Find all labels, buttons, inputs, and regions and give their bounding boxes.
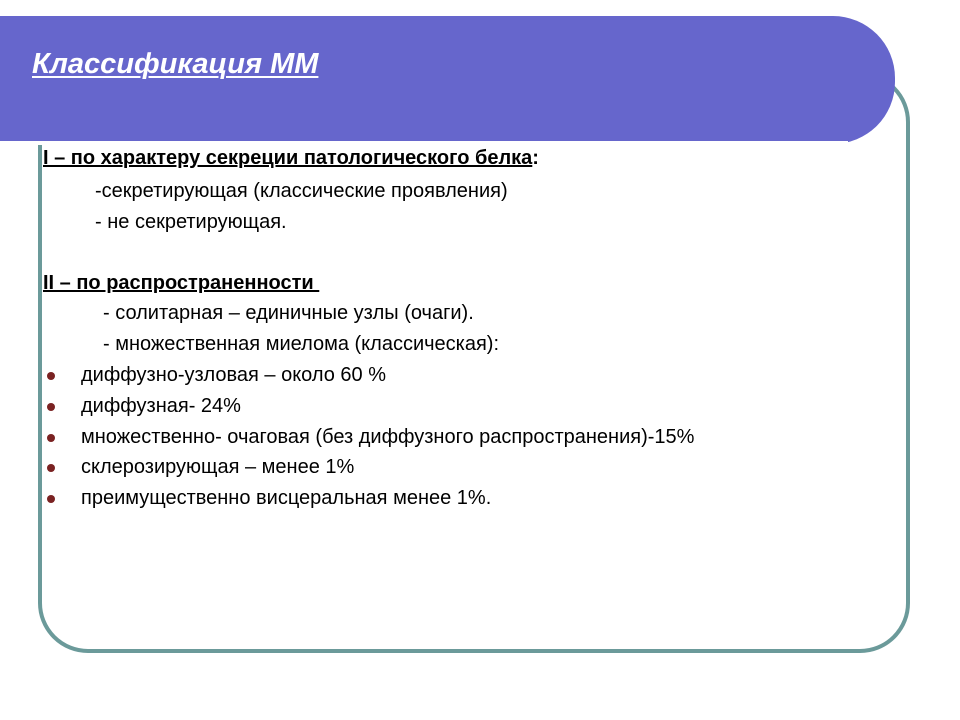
title-divider <box>0 141 848 145</box>
bullet-text: преимущественно висцеральная менее 1%. <box>81 487 492 509</box>
bullet-dot <box>47 495 55 503</box>
bullet-dot <box>47 403 55 411</box>
bullet-text: множественно- очаговая (без диффузного распространения)-15% <box>81 426 695 448</box>
section1-heading-suffix: : <box>532 147 539 169</box>
section2-item-multiple: - множественная миелома (классическая): <box>103 333 500 355</box>
section2-item-solitary: - солитарная – единичные узлы (очаги). <box>103 302 474 324</box>
bullet-text: склерозирующая – менее 1% <box>81 456 355 478</box>
slide-title: Классификация ММ <box>32 48 319 80</box>
section2-heading <box>43 272 319 295</box>
section1-item-nonsecreting: - не секретирующая. <box>95 211 287 233</box>
section2-heading-text: II – по распространенности <box>43 272 320 294</box>
title-bar <box>0 16 895 144</box>
section1-item-secreting: -секретирующая (классические проявления) <box>95 180 508 202</box>
bullet-dot <box>47 372 55 380</box>
section1-heading <box>43 147 539 170</box>
bullet-dot <box>47 434 55 442</box>
bullet-text: диффузная- 24% <box>81 395 241 417</box>
bullet-text: диффузно-узловая – около 60 % <box>81 364 387 386</box>
section1-heading-text: I – по характеру секреции патологического белка <box>43 147 533 169</box>
bullet-dot <box>47 464 55 472</box>
